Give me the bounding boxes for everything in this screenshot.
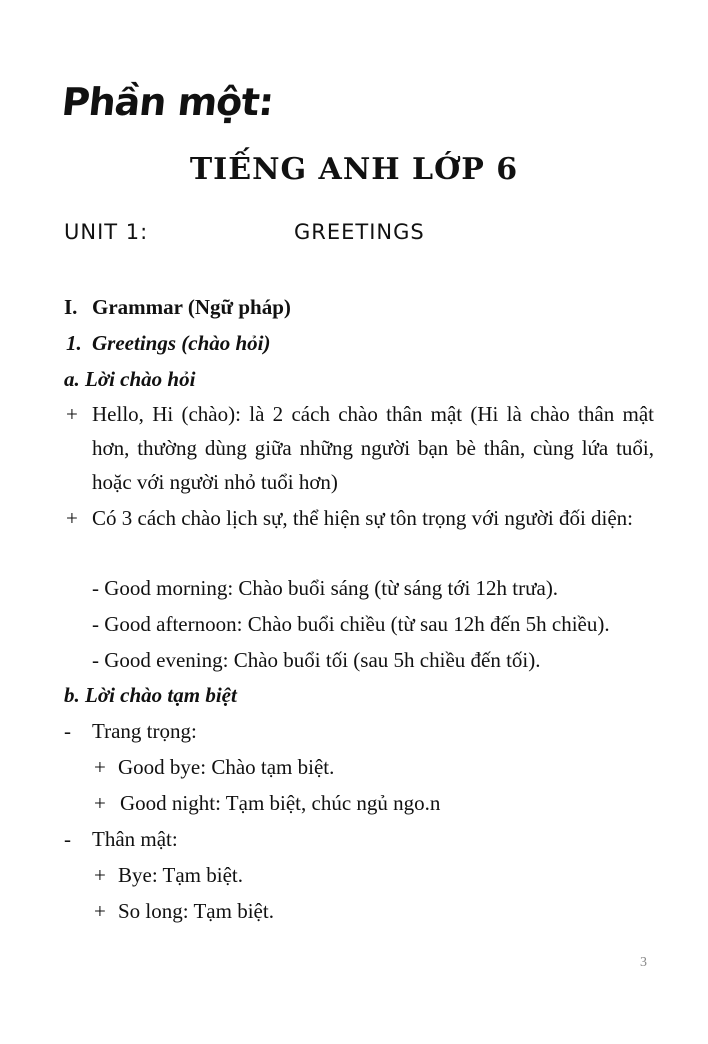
informal-label: Thân mật: <box>92 827 178 851</box>
dash-marker: - <box>64 719 71 743</box>
plus-marker: + <box>66 402 78 426</box>
unit-label: UNIT 1: <box>64 220 149 244</box>
bullet-paragraph: Hello, Hi (chào): là 2 cách chào thân mật (Hi là chào thân mật hơn, thường dùng giữa những người bạn bè thân, cùng lứa tuổi, hoặc với người nhỏ tuổi hơn) <box>92 402 654 494</box>
list-item: Good bye: Chào tạm biệt. <box>118 755 335 779</box>
plus-marker: + <box>66 506 78 530</box>
dash-marker: - <box>64 827 71 851</box>
plus-marker: + <box>94 755 106 779</box>
section-number: I. <box>64 295 78 319</box>
unit-topic: GREETINGS <box>294 220 425 244</box>
list-item: So long: Tạm biệt. <box>118 899 274 923</box>
plus-marker: + <box>94 791 106 815</box>
subsection-number: 1. <box>66 331 82 355</box>
formal-label: Trang trọng: <box>92 719 197 743</box>
sub-heading-b: b. Lời chào tạm biệt <box>64 683 237 707</box>
part-title: Phần một: <box>59 80 276 124</box>
list-item: - Good evening: Chào buổi tối (sau 5h chiều đến tối). <box>92 648 541 672</box>
plus-marker: + <box>94 899 106 923</box>
page-number: 3 <box>640 955 647 970</box>
list-item: - Good morning: Chào buổi sáng (từ sáng tới 12h trưa). <box>92 576 559 600</box>
plus-marker: + <box>94 863 106 887</box>
bullet-paragraph: Có 3 cách chào lịch sự, thể hiện sự tôn trọng với người đối diện: <box>92 506 634 530</box>
list-item: Bye: Tạm biệt. <box>118 863 244 887</box>
book-title: TIẾNG ANH LỚP 6 <box>189 152 519 187</box>
list-item: - Good afternoon: Chào buổi chiều (từ sau 12h đến 5h chiều). <box>92 612 610 636</box>
subsection-heading: Greetings (chào hỏi) <box>92 331 271 355</box>
section-heading: Grammar (Ngữ pháp) <box>92 295 291 319</box>
list-item: Good night: Tạm biệt, chúc ngủ ngo.n <box>120 791 441 815</box>
sub-heading-a: a. Lời chào hỏi <box>64 367 196 391</box>
